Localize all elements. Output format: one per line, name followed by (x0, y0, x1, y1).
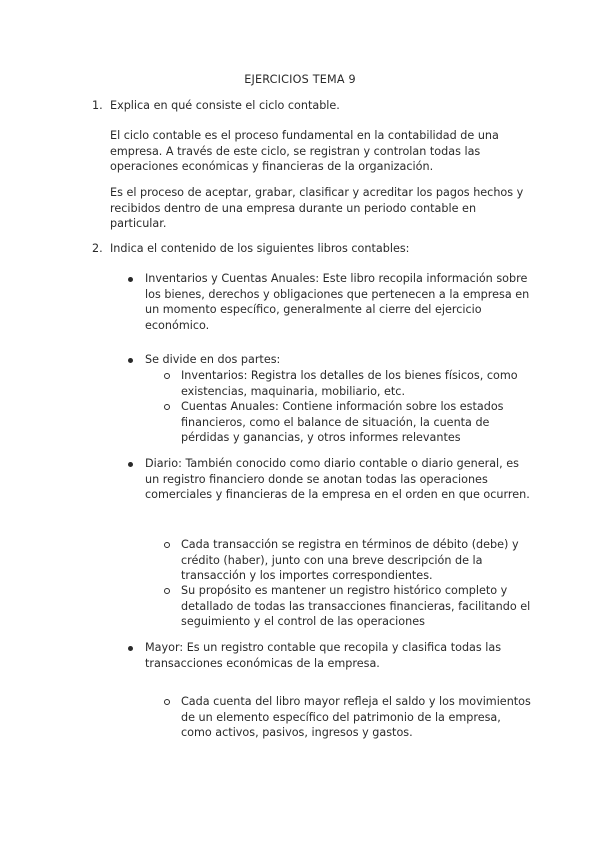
bullet-text: Se divide en dos partes: (145, 353, 281, 366)
bullet-text: Diario: También conocido como diario contable o diario general, es un registro financiero donde se anotan todas las operaciones comerciales y financieras de la empresa en el orden en que ocurren. (145, 457, 530, 501)
sub-bullet-circle (164, 373, 170, 379)
sub-bullet-circle (164, 542, 170, 548)
answer-1-paragraph-2: Es el proceso de aceptar, grabar, clasificar y acreditar los pagos hechos y recibidos dentro de una empresa durante un periodo contable en particular. (110, 186, 524, 230)
bullet-dot (128, 358, 133, 363)
bullet-text: Mayor: Es un registro contable que recopila y clasifica todas las transacciones económicas de la empresa. (145, 641, 502, 670)
sub-text: Cuentas Anuales: Contiene información sobre los estados financieros, como el balance de situación, la cuenta de pérdidas y ganancias, y otros informes relevantes (181, 400, 504, 444)
question-2-number: 2. (92, 242, 103, 255)
sub-text: Su propósito es mantener un registro histórico completo y detallado de todas las transacciones financieras, facilitando el seguimiento y el control de las operaciones (181, 584, 531, 628)
sub-text: Inventarios: Registra los detalles de los bienes físicos, como existencias, maquinaria, mobiliario, etc. (181, 369, 518, 398)
question-1-number: 1. (92, 99, 103, 112)
question-1-text: Explica en qué consiste el ciclo contable. (110, 99, 340, 112)
document-title: EJERCICIOS TEMA 9 (244, 73, 356, 86)
sub-bullet-circle (164, 699, 170, 705)
answer-1-paragraph-1: El ciclo contable es el proceso fundamental en la contabilidad de una empresa. A través de este ciclo, se registran y controlan todas las operaciones económicas y financieras de la organización. (110, 129, 499, 173)
bullet-text: Inventarios y Cuentas Anuales: Este libro recopila información sobre los bienes, derechos y obligaciones que pertenecen a la empresa en un momento específico, generalmente al cierre del ejercicio económico. (145, 272, 530, 332)
bullet-dot (128, 277, 133, 282)
sub-text: Cada cuenta del libro mayor refleja el saldo y los movimientos de un elemento específico del patrimonio de la empresa, como activos, pasivos, ingresos y gastos. (181, 695, 531, 739)
sub-bullet-circle (164, 588, 170, 594)
bullet-dot (128, 462, 133, 467)
bullet-dot (128, 646, 133, 651)
question-2-text: Indica el contenido de los siguientes libros contables: (110, 242, 410, 255)
sub-bullet-circle (164, 404, 170, 410)
sub-text: Cada transacción se registra en términos de débito (debe) y crédito (haber), junto con una breve descripción de la transacción y los importes correspondientes. (181, 538, 519, 582)
